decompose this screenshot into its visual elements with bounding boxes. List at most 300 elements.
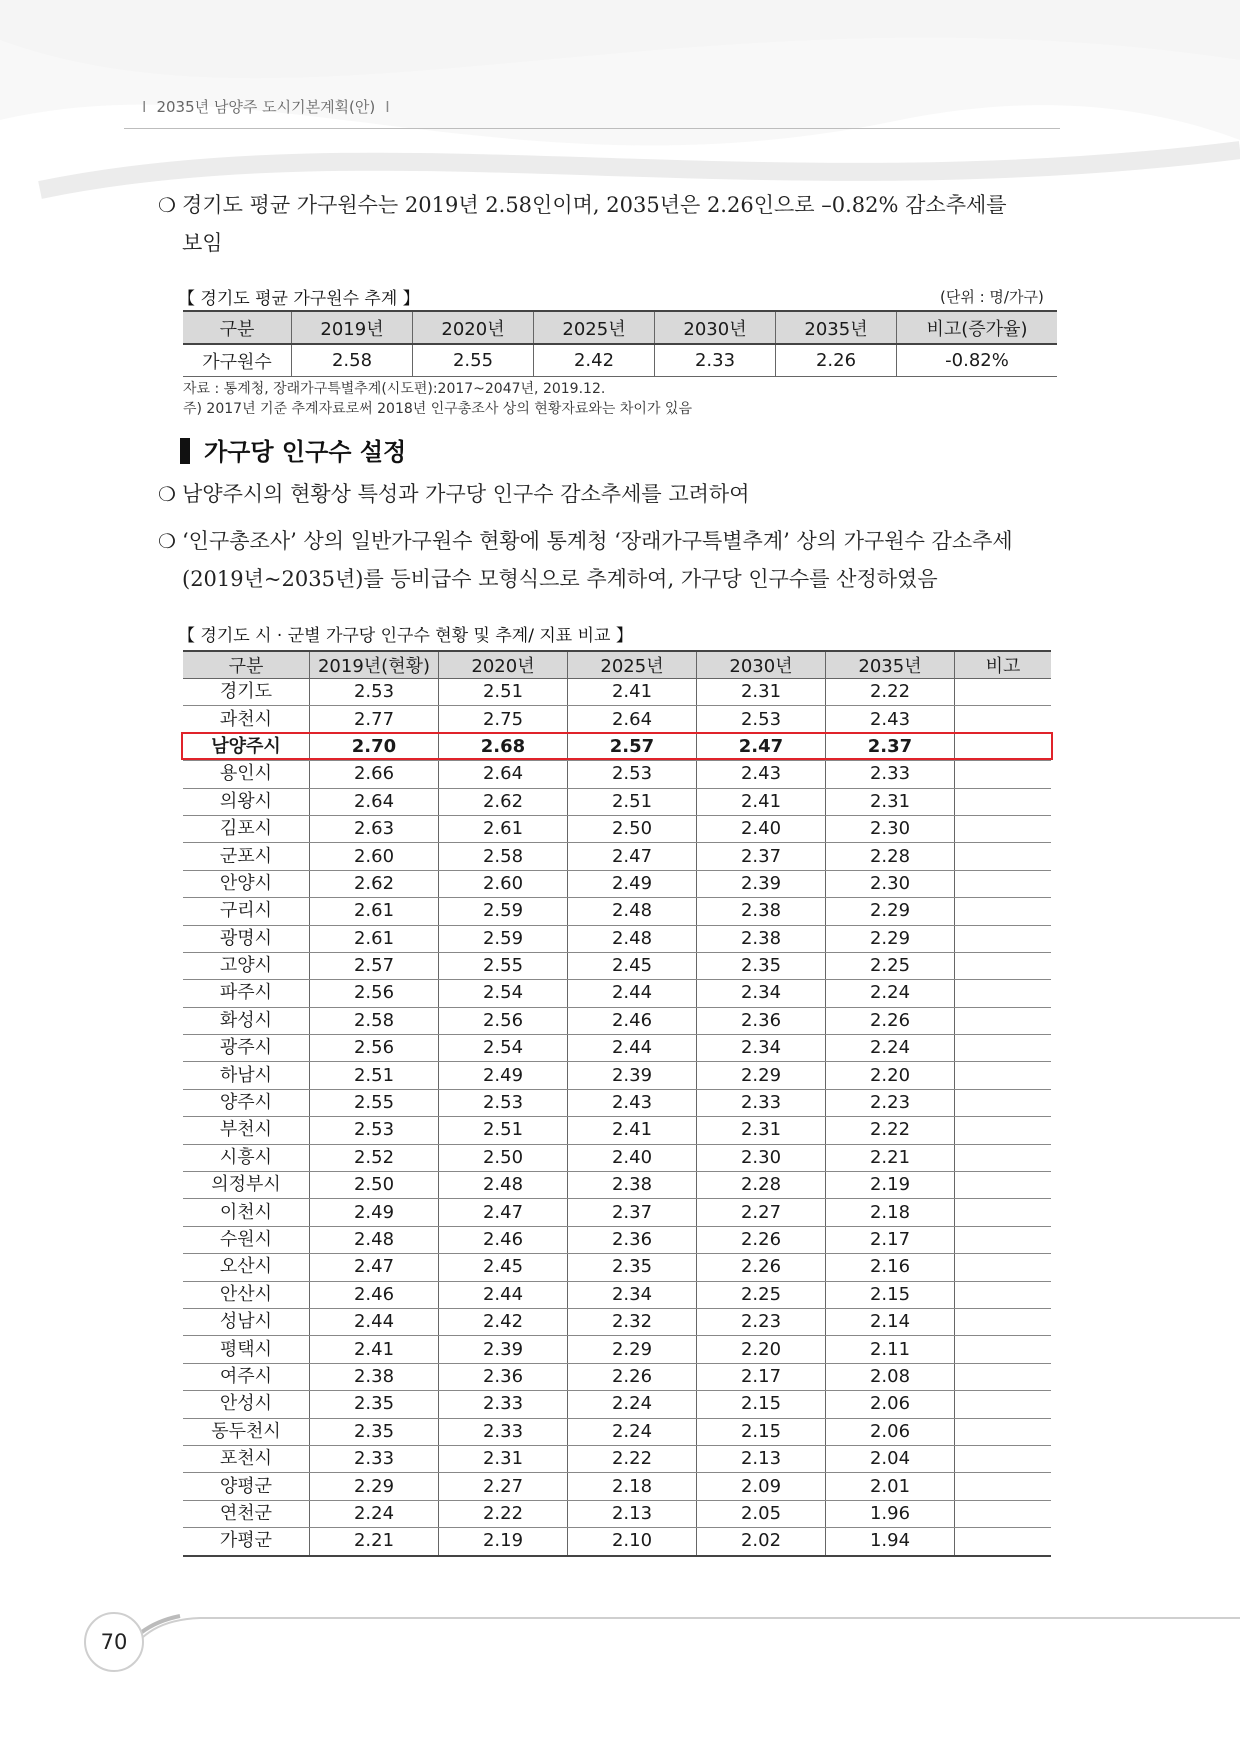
table-cell: 2.48 — [439, 1172, 568, 1199]
table-cell: 2.37 — [697, 843, 826, 870]
region-cell: 군포시 — [183, 843, 310, 870]
table-cell: 2.34 — [568, 1281, 697, 1308]
table-cell: 2.46 — [439, 1226, 568, 1253]
table-cell: 2.22 — [568, 1445, 697, 1472]
household-size-table — [183, 310, 1057, 377]
table-cell: 2.56 — [310, 980, 439, 1007]
table-cell: 2.22 — [826, 679, 955, 706]
table-row — [183, 1308, 1051, 1335]
table-cell: 2.18 — [826, 1199, 955, 1226]
table-cell: 2.14 — [826, 1308, 955, 1335]
table-cell: 2.24 — [826, 1035, 955, 1062]
table-cell: 2.66 — [310, 761, 439, 788]
table-cell: 2.43 — [826, 706, 955, 733]
table-cell: 2.24 — [568, 1418, 697, 1445]
table-cell: 2.31 — [439, 1445, 568, 1472]
table-cell: 2.30 — [826, 870, 955, 897]
table-cell: 2.36 — [697, 1007, 826, 1034]
table-cell: 2.21 — [826, 1144, 955, 1171]
table2-caption: 【 경기도 시 · 군별 가구당 인구수 현황 및 추계/ 지표 비교 】 — [178, 626, 633, 646]
table-cell: 2.51 — [310, 1062, 439, 1089]
table-cell: 2.31 — [826, 788, 955, 815]
region-cell: 양평군 — [183, 1473, 310, 1500]
table-cell: 2.60 — [439, 870, 568, 897]
region-cell: 김포시 — [183, 815, 310, 842]
table-row — [183, 1391, 1051, 1418]
region-cell: 연천군 — [183, 1500, 310, 1527]
section-marker-icon — [180, 438, 190, 464]
column-header: 2019년(현황) — [310, 651, 439, 679]
table-cell: 2.38 — [697, 925, 826, 952]
table-cell — [955, 1445, 1052, 1472]
table-cell: 2.10 — [568, 1528, 697, 1556]
table-cell: -0.82% — [897, 344, 1058, 377]
table-cell: 2.09 — [697, 1473, 826, 1500]
table-cell: 2.49 — [310, 1199, 439, 1226]
table-row — [183, 980, 1051, 1007]
table-cell: 2.29 — [826, 925, 955, 952]
table-cell: 2.29 — [568, 1336, 697, 1363]
table-cell: 2.61 — [439, 815, 568, 842]
region-cell: 양주시 — [183, 1089, 310, 1116]
table-row — [183, 1363, 1051, 1390]
table-cell: 2.39 — [568, 1062, 697, 1089]
column-header: 2025년 — [568, 651, 697, 679]
table-cell: 2.68 — [439, 733, 568, 760]
page-number-text: 70 — [100, 1630, 128, 1654]
bullet-icon: ❍ — [158, 529, 176, 553]
table-cell: 1.94 — [826, 1528, 955, 1556]
method-line: 남양주시의 현황상 특성과 가구당 인구수 감소추세를 고려하여 — [182, 482, 750, 506]
table-cell: 2.26 — [697, 1254, 826, 1281]
table-cell: 2.50 — [439, 1144, 568, 1171]
table-cell: 2.48 — [568, 898, 697, 925]
table-row — [183, 925, 1051, 952]
table-cell: 2.31 — [697, 679, 826, 706]
column-header: 비고(증가율) — [897, 311, 1058, 344]
region-cell: 광주시 — [183, 1035, 310, 1062]
table-cell: 2.55 — [439, 952, 568, 979]
column-header: 구분 — [183, 311, 292, 344]
table-cell — [955, 1172, 1052, 1199]
table-cell — [955, 788, 1052, 815]
table-cell: 2.26 — [697, 1226, 826, 1253]
table-cell: 2.28 — [697, 1172, 826, 1199]
table-cell: 2.27 — [697, 1199, 826, 1226]
table-cell: 2.47 — [439, 1199, 568, 1226]
table-cell — [955, 870, 1052, 897]
region-cell: 남양주시 — [183, 733, 310, 760]
table-cell: 2.54 — [439, 1035, 568, 1062]
table-cell: 2.38 — [310, 1363, 439, 1390]
table-body — [183, 679, 1051, 1556]
table-row — [183, 706, 1051, 733]
table-cell — [955, 1035, 1052, 1062]
table-cell: 2.30 — [697, 1144, 826, 1171]
region-cell: 성남시 — [183, 1308, 310, 1335]
table-cell: 2.47 — [697, 733, 826, 760]
table-cell: 2.42 — [439, 1308, 568, 1335]
table-cell: 2.48 — [568, 925, 697, 952]
table-cell: 2.63 — [310, 815, 439, 842]
table-cell: 2.19 — [826, 1172, 955, 1199]
table-cell: 2.39 — [697, 870, 826, 897]
column-header: 2020년 — [413, 311, 534, 344]
table-cell — [955, 761, 1052, 788]
table-cell: 2.46 — [568, 1007, 697, 1034]
region-cell: 화성시 — [183, 1007, 310, 1034]
table-cell: 2.24 — [310, 1500, 439, 1527]
table-cell: 2.47 — [310, 1254, 439, 1281]
table-cell: 2.51 — [439, 1117, 568, 1144]
table-cell: 2.18 — [568, 1473, 697, 1500]
table-row — [183, 843, 1051, 870]
table-cell: 2.58 — [310, 1007, 439, 1034]
table-cell — [955, 1363, 1052, 1390]
table-cell — [955, 679, 1052, 706]
table-cell: 2.33 — [439, 1418, 568, 1445]
table-row — [183, 1089, 1051, 1116]
region-cell: 파주시 — [183, 980, 310, 1007]
region-cell: 경기도 — [183, 679, 310, 706]
table-cell: 2.49 — [439, 1062, 568, 1089]
region-cell: 동두천시 — [183, 1418, 310, 1445]
table-header-row — [183, 651, 1051, 679]
table-row — [183, 1418, 1051, 1445]
table-cell: 2.41 — [697, 788, 826, 815]
section-title — [180, 432, 406, 467]
region-cell: 광명시 — [183, 925, 310, 952]
table-cell: 2.29 — [826, 898, 955, 925]
table1-unit: (단위 : 명/가구) — [940, 288, 1044, 306]
table-cell: 2.44 — [439, 1281, 568, 1308]
table-cell: 2.52 — [310, 1144, 439, 1171]
table-cell: 2.51 — [439, 679, 568, 706]
table-cell: 2.35 — [568, 1254, 697, 1281]
table-cell: 2.16 — [826, 1254, 955, 1281]
table-cell — [955, 1089, 1052, 1116]
region-cell: 용인시 — [183, 761, 310, 788]
table-row — [183, 761, 1051, 788]
table-row — [183, 1062, 1051, 1089]
table-cell: 2.37 — [568, 1199, 697, 1226]
column-header: 구분 — [183, 651, 310, 679]
table-cell: 2.05 — [697, 1500, 826, 1527]
table-cell: 2.34 — [697, 980, 826, 1007]
table-cell — [955, 843, 1052, 870]
table-row — [183, 1528, 1051, 1556]
table-cell — [955, 1226, 1052, 1253]
table-cell: 2.01 — [826, 1473, 955, 1500]
table-cell: 2.26 — [568, 1363, 697, 1390]
header-rule — [124, 128, 1060, 129]
region-cell: 오산시 — [183, 1254, 310, 1281]
region-cell: 안양시 — [183, 870, 310, 897]
section-title-text: 가구당 인구수 설정 — [204, 438, 407, 466]
table-cell: 2.44 — [568, 980, 697, 1007]
table-cell: 2.44 — [568, 1035, 697, 1062]
table-cell: 2.64 — [439, 761, 568, 788]
table-cell: 2.43 — [568, 1089, 697, 1116]
table-cell: 2.26 — [826, 1007, 955, 1034]
table-cell: 가구원수 — [183, 344, 292, 377]
table-cell: 2.59 — [439, 898, 568, 925]
table-cell: 2.02 — [697, 1528, 826, 1556]
table-cell: 2.53 — [310, 1117, 439, 1144]
intro-paragraph — [158, 186, 1062, 262]
table-cell: 2.61 — [310, 898, 439, 925]
table-cell: 2.15 — [826, 1281, 955, 1308]
table-cell: 2.36 — [568, 1226, 697, 1253]
column-header: 2030년 — [655, 311, 776, 344]
table-cell: 2.33 — [826, 761, 955, 788]
region-cell: 평택시 — [183, 1336, 310, 1363]
region-cell: 이천시 — [183, 1199, 310, 1226]
running-header: I 2035년 남양주 도시기본계획(안) I — [142, 98, 390, 116]
table-cell: 2.23 — [826, 1089, 955, 1116]
table-cell: 2.41 — [310, 1336, 439, 1363]
table-cell: 2.17 — [697, 1363, 826, 1390]
table-cell: 2.50 — [568, 815, 697, 842]
table-cell: 2.42 — [534, 344, 655, 377]
table-cell: 2.13 — [697, 1445, 826, 1472]
region-cell: 안성시 — [183, 1391, 310, 1418]
table-cell: 2.27 — [439, 1473, 568, 1500]
table-cell: 2.50 — [310, 1172, 439, 1199]
table1-caption: 【 경기도 평균 가구원수 추계 】 — [178, 289, 420, 309]
table-row — [183, 1226, 1051, 1253]
table-cell: 2.55 — [310, 1089, 439, 1116]
table-cell — [955, 1391, 1052, 1418]
table-cell: 2.60 — [310, 843, 439, 870]
method-paragraph-1 — [158, 475, 1062, 513]
footer-swoosh-decoration — [0, 1600, 1240, 1754]
table-row — [183, 344, 1057, 377]
table-cell: 2.19 — [439, 1528, 568, 1556]
table-row — [183, 1199, 1051, 1226]
table-cell: 2.62 — [310, 870, 439, 897]
table-cell: 2.06 — [826, 1391, 955, 1418]
table-cell: 2.29 — [310, 1473, 439, 1500]
table-cell: 2.54 — [439, 980, 568, 1007]
table-row — [183, 679, 1051, 706]
highlight-box-namyangju — [181, 732, 1053, 760]
table-cell: 2.55 — [413, 344, 534, 377]
table-header-row — [183, 311, 1057, 344]
column-header: 2019년 — [292, 311, 413, 344]
region-cell: 의정부시 — [183, 1172, 310, 1199]
table-cell: 2.45 — [439, 1254, 568, 1281]
table-cell: 2.24 — [826, 980, 955, 1007]
table-cell: 2.20 — [826, 1062, 955, 1089]
table-cell: 2.28 — [826, 843, 955, 870]
region-cell: 수원시 — [183, 1226, 310, 1253]
table-cell: 2.56 — [439, 1007, 568, 1034]
table-cell: 1.96 — [826, 1500, 955, 1527]
column-header: 비고 — [955, 651, 1052, 679]
table-row — [183, 898, 1051, 925]
bullet-icon: ❍ — [158, 193, 176, 217]
table-row — [183, 1254, 1051, 1281]
table-cell: 2.53 — [310, 679, 439, 706]
table-cell: 2.38 — [568, 1172, 697, 1199]
table-cell — [955, 980, 1052, 1007]
table-row — [183, 1007, 1051, 1034]
table-cell: 2.62 — [439, 788, 568, 815]
table-cell: 2.64 — [568, 706, 697, 733]
region-cell: 과천시 — [183, 706, 310, 733]
table-cell — [955, 1473, 1052, 1500]
table-cell: 2.48 — [310, 1226, 439, 1253]
table-cell: 2.25 — [697, 1281, 826, 1308]
column-header: 2035년 — [826, 651, 955, 679]
column-header: 2030년 — [697, 651, 826, 679]
table-cell: 2.58 — [439, 843, 568, 870]
region-cell: 포천시 — [183, 1445, 310, 1472]
table-cell: 2.61 — [310, 925, 439, 952]
table-cell: 2.38 — [697, 898, 826, 925]
table-row — [183, 1144, 1051, 1171]
table-cell: 2.25 — [826, 952, 955, 979]
table-row — [183, 1500, 1051, 1527]
table-cell: 2.53 — [439, 1089, 568, 1116]
table-cell: 2.22 — [826, 1117, 955, 1144]
table-cell — [955, 1500, 1052, 1527]
region-cell: 여주시 — [183, 1363, 310, 1390]
region-cell: 의왕시 — [183, 788, 310, 815]
region-cell: 고양시 — [183, 952, 310, 979]
table-row — [183, 870, 1051, 897]
table-cell: 2.47 — [568, 843, 697, 870]
table-cell: 2.11 — [826, 1336, 955, 1363]
region-cell: 안산시 — [183, 1281, 310, 1308]
table-cell: 2.57 — [310, 952, 439, 979]
table-cell — [955, 1144, 1052, 1171]
table-cell: 2.32 — [568, 1308, 697, 1335]
table-cell: 2.75 — [439, 706, 568, 733]
table-cell: 2.15 — [697, 1418, 826, 1445]
table-cell: 2.46 — [310, 1281, 439, 1308]
table-cell: 2.17 — [826, 1226, 955, 1253]
table-cell — [955, 1254, 1052, 1281]
table-cell: 2.04 — [826, 1445, 955, 1472]
table-row — [183, 1117, 1051, 1144]
table-cell — [955, 1007, 1052, 1034]
page-number — [84, 1612, 144, 1672]
table-cell: 2.33 — [655, 344, 776, 377]
remark-note: 주) 2017년 기준 추계자료로써 2018년 인구총조사 상의 현황자료와는 차이가 있음 — [183, 401, 692, 417]
city-household-table — [183, 650, 1051, 1557]
table-cell: 2.57 — [568, 733, 697, 760]
table-cell — [955, 925, 1052, 952]
table-cell: 2.40 — [697, 815, 826, 842]
table-cell: 2.44 — [310, 1308, 439, 1335]
table-cell: 2.35 — [310, 1418, 439, 1445]
column-header: 2035년 — [776, 311, 897, 344]
table-cell — [955, 1117, 1052, 1144]
table-cell — [955, 706, 1052, 733]
column-header: 2020년 — [439, 651, 568, 679]
table-cell: 2.40 — [568, 1144, 697, 1171]
table-cell — [955, 952, 1052, 979]
table-cell: 2.58 — [292, 344, 413, 377]
table-cell: 2.43 — [697, 761, 826, 788]
table-cell: 2.49 — [568, 870, 697, 897]
table-row — [183, 1172, 1051, 1199]
table-cell: 2.13 — [568, 1500, 697, 1527]
table-cell: 2.33 — [310, 1445, 439, 1472]
table-cell: 2.26 — [776, 344, 897, 377]
table-row — [183, 815, 1051, 842]
table-cell — [955, 1336, 1052, 1363]
table-cell — [955, 1199, 1052, 1226]
table-cell: 2.77 — [310, 706, 439, 733]
table-cell: 2.51 — [568, 788, 697, 815]
table-cell: 2.08 — [826, 1363, 955, 1390]
column-header: 2025년 — [534, 311, 655, 344]
table-cell: 2.36 — [439, 1363, 568, 1390]
table-row — [183, 1473, 1051, 1500]
running-header-text: 2035년 남양주 도시기본계획(안) — [156, 98, 376, 116]
intro-line-2: 보임 — [182, 231, 223, 255]
method-paragraph-2 — [158, 522, 1062, 598]
bullet-icon: ❍ — [158, 482, 176, 506]
region-cell: 가평군 — [183, 1528, 310, 1556]
table-cell — [955, 1528, 1052, 1556]
table-cell: 2.70 — [310, 733, 439, 760]
table-cell: 2.20 — [697, 1336, 826, 1363]
table-row — [183, 788, 1051, 815]
table-cell — [955, 1062, 1052, 1089]
region-cell: 하남시 — [183, 1062, 310, 1089]
table-cell: 2.53 — [697, 706, 826, 733]
table-row — [183, 1035, 1051, 1062]
table-cell: 2.24 — [568, 1391, 697, 1418]
table-cell: 2.35 — [697, 952, 826, 979]
table-cell — [955, 1281, 1052, 1308]
table-cell: 2.06 — [826, 1418, 955, 1445]
table-cell: 2.33 — [697, 1089, 826, 1116]
table-row — [183, 1336, 1051, 1363]
source-note: 자료 : 통계청, 장래가구특별추계(시도편):2017~2047년, 2019.12. — [183, 381, 606, 397]
table-cell: 2.45 — [568, 952, 697, 979]
table-cell: 2.33 — [439, 1391, 568, 1418]
table-cell: 2.56 — [310, 1035, 439, 1062]
table-cell: 2.37 — [826, 733, 955, 760]
table-cell: 2.21 — [310, 1528, 439, 1556]
table-cell: 2.30 — [826, 815, 955, 842]
table-cell: 2.29 — [697, 1062, 826, 1089]
region-cell: 부천시 — [183, 1117, 310, 1144]
intro-line-1: 경기도 평균 가구원수는 2019년 2.58인이며, 2035년은 2.26인으로 –0.82% 감소추세를 — [182, 193, 1007, 217]
table-cell — [955, 815, 1052, 842]
table-cell — [955, 898, 1052, 925]
region-cell: 구리시 — [183, 898, 310, 925]
table-cell — [955, 1308, 1052, 1335]
table-cell: 2.59 — [439, 925, 568, 952]
table-cell: 2.39 — [439, 1336, 568, 1363]
table-cell: 2.41 — [568, 679, 697, 706]
table-cell: 2.34 — [697, 1035, 826, 1062]
table-cell: 2.53 — [568, 761, 697, 788]
method-line-1: ‘인구총조사’ 상의 일반가구원수 현황에 통계청 ‘장래가구특별추계’ 상의 가구원수 감소추세 — [182, 529, 1013, 553]
table-cell: 2.22 — [439, 1500, 568, 1527]
table-row — [183, 1445, 1051, 1472]
table-row — [183, 1281, 1051, 1308]
table-cell — [955, 1418, 1052, 1445]
table-cell: 2.15 — [697, 1391, 826, 1418]
table-cell: 2.41 — [568, 1117, 697, 1144]
